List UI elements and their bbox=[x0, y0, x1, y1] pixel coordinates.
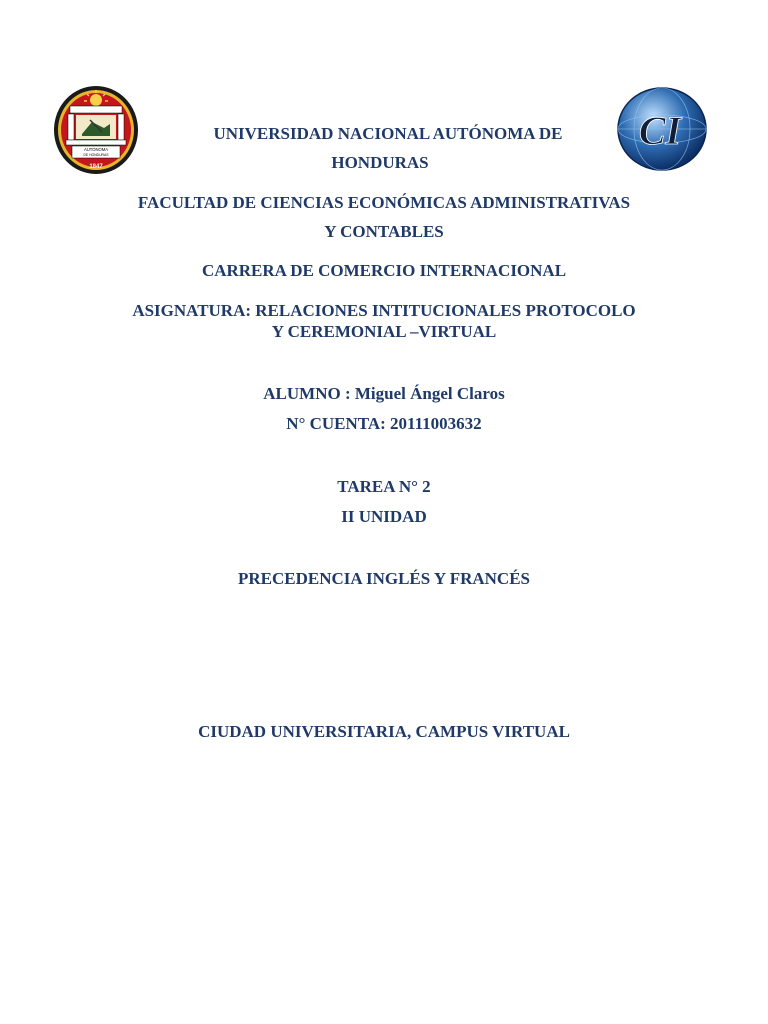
university-title-line1: UNIVERSIDAD NACIONAL AUTÓNOMA DE bbox=[213, 124, 563, 143]
university-title-line2: HONDURAS bbox=[331, 153, 429, 172]
career-line: CARRERA DE COMERCIO INTERNACIONAL bbox=[201, 261, 567, 280]
seal-text-honduras: DE HONDURAS bbox=[83, 153, 109, 157]
faculty-line2: Y CONTABLES bbox=[324, 222, 444, 241]
task-number: TAREA N° 2 bbox=[337, 477, 431, 496]
ci-logo-text: CI bbox=[638, 108, 682, 153]
unit-label: II UNIDAD bbox=[341, 507, 427, 526]
subject-line2: Y CEREMONIAL –VIRTUAL bbox=[271, 322, 497, 341]
seal-text-autonoma: AUTONOMA bbox=[83, 147, 109, 152]
faculty-line1: FACULTAD DE CIENCIAS ECONÓMICAS ADMINISTRATIVAS bbox=[137, 193, 631, 212]
account-number: N° CUENTA: 20111003632 bbox=[286, 414, 482, 433]
place-line: CIUDAD UNIVERSITARIA, CAMPUS VIRTUAL bbox=[198, 722, 570, 741]
seal-text-year: 1847 bbox=[89, 164, 103, 170]
student-name: ALUMNO : Miguel Ángel Claros bbox=[263, 384, 505, 403]
topic-title: PRECEDENCIA INGLÉS Y FRANCÉS bbox=[237, 569, 531, 588]
subject-line1: ASIGNATURA: RELACIONES INTITUCIONALES PROTOCOLO bbox=[132, 301, 636, 320]
